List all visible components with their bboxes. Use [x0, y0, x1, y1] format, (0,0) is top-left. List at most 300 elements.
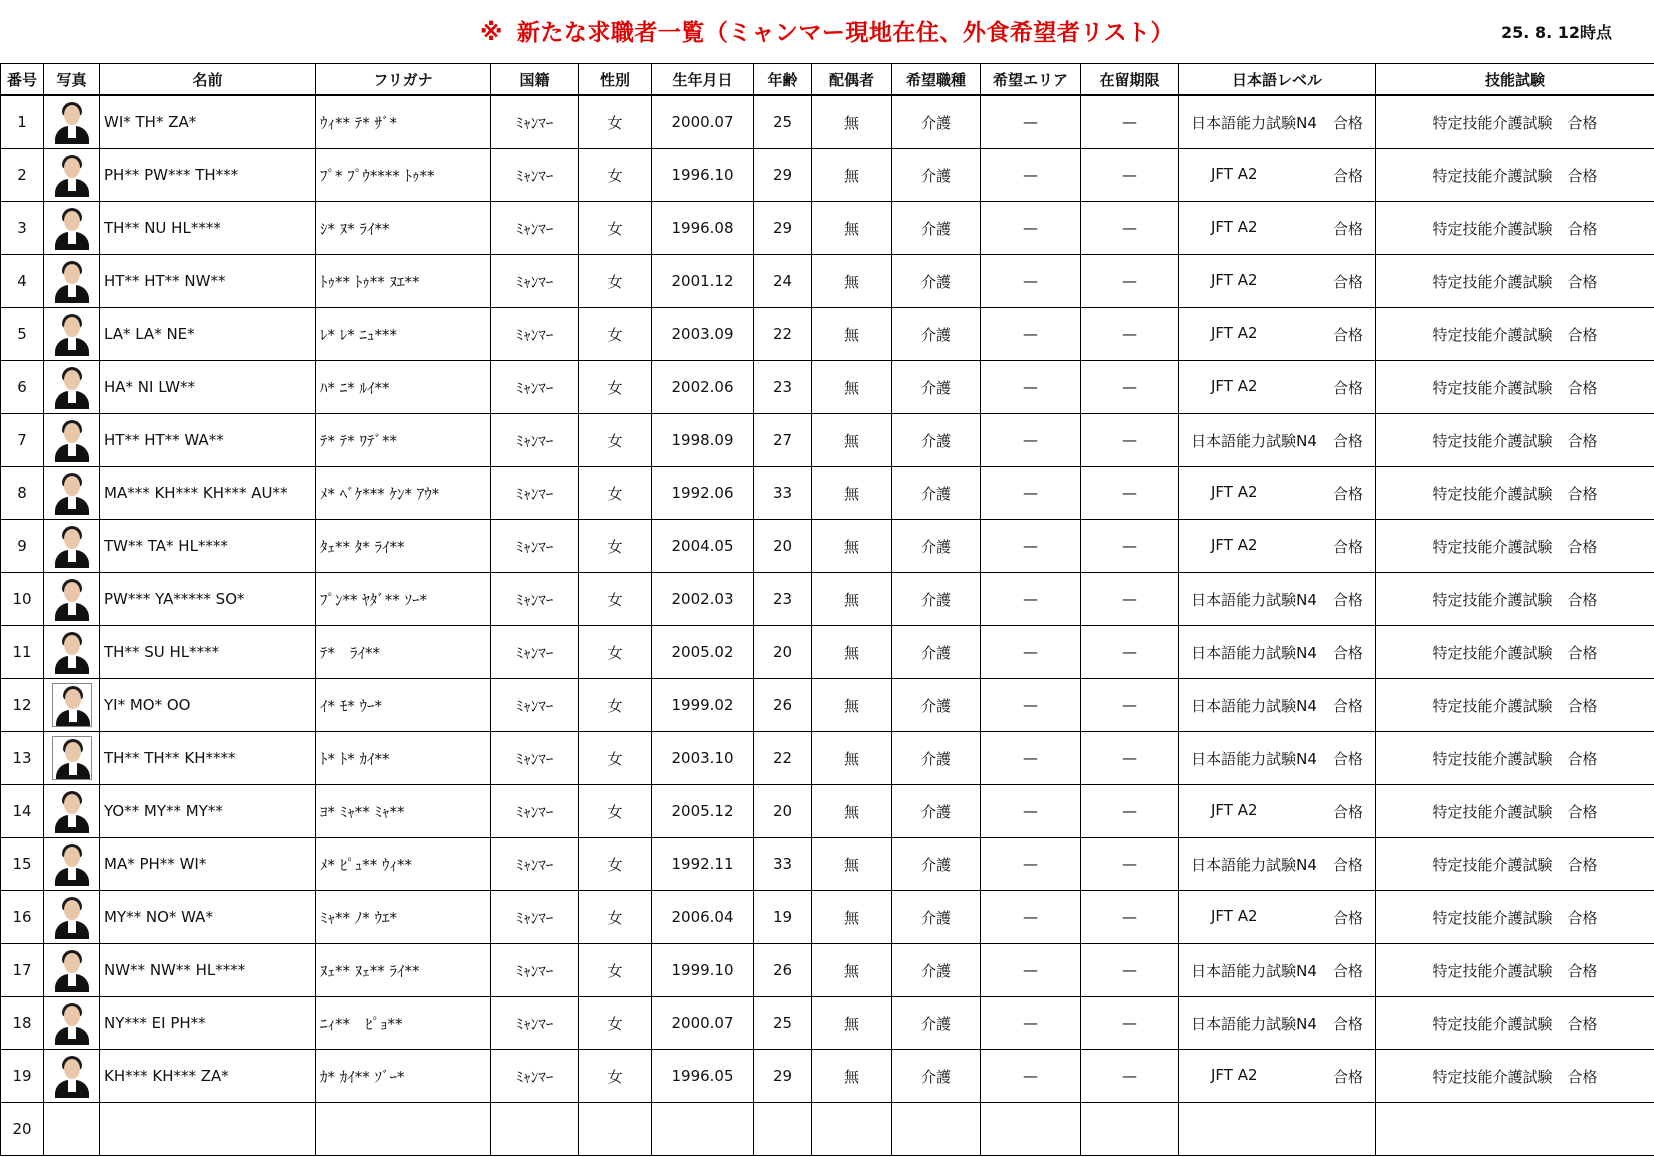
table-row	[1, 202, 1654, 255]
col-number-header: 番号	[1, 64, 44, 96]
table-row	[1, 1050, 1654, 1103]
desired-area-cell: —	[981, 308, 1081, 361]
applicant-name: NY*** EI PH**	[100, 997, 316, 1050]
birthdate-cell: 1992.06	[652, 467, 754, 520]
table-row	[1, 997, 1654, 1050]
age-cell: 25	[754, 997, 812, 1050]
desired-area-cell: —	[981, 732, 1081, 785]
photo-cell	[44, 414, 100, 467]
japanese-test-name: 日本語能力試験N4	[1191, 643, 1317, 662]
spouse-cell: 無	[812, 95, 892, 149]
stay-limit-cell: —	[1081, 308, 1179, 361]
applicant-name: WI* TH* ZA*	[100, 95, 316, 149]
applicant-photo	[52, 895, 92, 939]
desired-job-cell: 介護	[892, 361, 981, 414]
japanese-test-name: 日本語能力試験N4	[1191, 113, 1317, 132]
desired-job-cell: 介護	[892, 732, 981, 785]
applicant-furigana: ﾌﾟﾝ** ﾔﾀﾞ** ｿｰ*	[316, 573, 491, 626]
applicant-photo	[52, 471, 92, 515]
birthdate-cell: 2001.12	[652, 255, 754, 308]
skill-test-cell	[1376, 1103, 1654, 1156]
birthdate-cell: 2006.04	[652, 891, 754, 944]
spouse-cell: 無	[812, 785, 892, 838]
japanese-test-result: 合格	[1332, 272, 1363, 291]
page-title	[0, 14, 1654, 47]
nationality-cell: ﾐｬﾝﾏｰ	[491, 202, 579, 255]
applicant-name: YO** MY** MY**	[100, 785, 316, 838]
skill-test-cell: 特定技能介護試験 合格	[1376, 891, 1654, 944]
japanese-test-result: 合格	[1332, 855, 1363, 874]
skill-test-cell: 特定技能介護試験 合格	[1376, 414, 1654, 467]
applicant-furigana: ﾒ* ﾋﾟｭ** ｳｨ**	[316, 838, 491, 891]
birthdate-cell: 2005.12	[652, 785, 754, 838]
birthdate-cell: 2000.07	[652, 95, 754, 149]
gender-cell: 女	[579, 626, 652, 679]
spouse-cell: 無	[812, 679, 892, 732]
nationality-cell	[491, 1103, 579, 1156]
spouse-cell: 無	[812, 202, 892, 255]
applicant-furigana: ﾀｪ** ﾀ* ﾗｲ**	[316, 520, 491, 573]
photo-cell	[44, 997, 100, 1050]
japanese-test-result: 合格	[1332, 113, 1363, 132]
birthdate-cell: 1996.10	[652, 149, 754, 202]
spouse-cell: 無	[812, 573, 892, 626]
desired-area-cell: —	[981, 1050, 1081, 1103]
nationality-cell: ﾐｬﾝﾏｰ	[491, 891, 579, 944]
header-row	[1, 64, 1654, 96]
applicant-name: PW*** YA***** SO*	[100, 573, 316, 626]
japanese-test-result: 合格	[1332, 484, 1363, 503]
table-row	[1, 785, 1654, 838]
table-row	[1, 149, 1654, 202]
japanese-level-cell	[1179, 467, 1376, 520]
gender-cell: 女	[579, 1050, 652, 1103]
desired-job-cell: 介護	[892, 414, 981, 467]
nationality-cell: ﾐｬﾝﾏｰ	[491, 95, 579, 149]
applicant-name: LA* LA* NE*	[100, 308, 316, 361]
row-number: 7	[1, 414, 44, 467]
skill-test-cell: 特定技能介護試験 合格	[1376, 95, 1654, 149]
nationality-cell: ﾐｬﾝﾏｰ	[491, 785, 579, 838]
gender-cell: 女	[579, 785, 652, 838]
photo-cell	[44, 891, 100, 944]
spouse-cell: 無	[812, 255, 892, 308]
desired-area-cell: —	[981, 944, 1081, 997]
birthdate-cell: 1999.02	[652, 679, 754, 732]
japanese-test-result: 合格	[1332, 749, 1363, 768]
stay-limit-cell: —	[1081, 891, 1179, 944]
japanese-level-cell	[1179, 1103, 1376, 1156]
col-spouse-header: 配偶者	[812, 64, 892, 96]
skill-test-cell: 特定技能介護試験 合格	[1376, 626, 1654, 679]
japanese-level-cell	[1179, 944, 1376, 997]
applicant-photo	[52, 948, 92, 992]
desired-job-cell: 介護	[892, 785, 981, 838]
applicant-furigana: ﾒ* ﾍﾞｹ*** ｹﾝ* ｱｳ*	[316, 467, 491, 520]
desired-area-cell: —	[981, 838, 1081, 891]
japanese-test-result: 合格	[1332, 537, 1363, 556]
japanese-level-cell	[1179, 1050, 1376, 1103]
stay-limit-cell: —	[1081, 414, 1179, 467]
desired-job-cell: 介護	[892, 202, 981, 255]
applicant-name: NW** NW** HL****	[100, 944, 316, 997]
age-cell: 19	[754, 891, 812, 944]
table-row	[1, 891, 1654, 944]
nationality-cell: ﾐｬﾝﾏｰ	[491, 944, 579, 997]
nationality-cell: ﾐｬﾝﾏｰ	[491, 255, 579, 308]
japanese-test-name: JFT A2	[1211, 906, 1258, 925]
japanese-level-cell	[1179, 95, 1376, 149]
applicant-name: HT** HT** WA**	[100, 414, 316, 467]
stay-limit-cell: —	[1081, 573, 1179, 626]
applicant-furigana: ﾃ* ﾃ* ﾜﾃﾞ**	[316, 414, 491, 467]
birthdate-cell	[652, 1103, 754, 1156]
birthdate-cell: 1998.09	[652, 414, 754, 467]
applicant-name: MY** NO* WA*	[100, 891, 316, 944]
gender-cell: 女	[579, 679, 652, 732]
japanese-test-result: 合格	[1332, 590, 1363, 609]
photo-cell	[44, 361, 100, 414]
nationality-cell: ﾐｬﾝﾏｰ	[491, 1050, 579, 1103]
japanese-level-cell	[1179, 838, 1376, 891]
age-cell: 26	[754, 679, 812, 732]
japanese-test-name: 日本語能力試験N4	[1191, 696, 1317, 715]
desired-area-cell: —	[981, 467, 1081, 520]
skill-test-cell: 特定技能介護試験 合格	[1376, 308, 1654, 361]
spouse-cell: 無	[812, 520, 892, 573]
photo-cell	[44, 520, 100, 573]
spouse-cell: 無	[812, 414, 892, 467]
photo-cell	[44, 838, 100, 891]
table-row	[1, 308, 1654, 361]
row-number: 12	[1, 679, 44, 732]
applicant-photo	[52, 683, 92, 727]
table-body	[1, 95, 1654, 1156]
spouse-cell: 無	[812, 891, 892, 944]
age-cell: 27	[754, 414, 812, 467]
applicant-photo	[52, 153, 92, 197]
japanese-level-cell	[1179, 997, 1376, 1050]
desired-job-cell: 介護	[892, 626, 981, 679]
gender-cell: 女	[579, 467, 652, 520]
age-cell: 29	[754, 202, 812, 255]
stay-limit-cell: —	[1081, 838, 1179, 891]
spouse-cell: 無	[812, 1050, 892, 1103]
photo-cell	[44, 308, 100, 361]
desired-job-cell: 介護	[892, 308, 981, 361]
applicant-name: TH** SU HL****	[100, 626, 316, 679]
nationality-cell: ﾐｬﾝﾏｰ	[491, 732, 579, 785]
applicant-photo	[52, 736, 92, 780]
applicant-name: MA* PH** WI*	[100, 838, 316, 891]
japanese-level-cell	[1179, 891, 1376, 944]
desired-job-cell: 介護	[892, 255, 981, 308]
spouse-cell: 無	[812, 997, 892, 1050]
birthdate-cell: 2003.09	[652, 308, 754, 361]
applicant-name: KH*** KH*** ZA*	[100, 1050, 316, 1103]
table-row	[1, 414, 1654, 467]
photo-cell	[44, 573, 100, 626]
desired-area-cell: —	[981, 573, 1081, 626]
japanese-level-cell	[1179, 679, 1376, 732]
nationality-cell: ﾐｬﾝﾏｰ	[491, 149, 579, 202]
applicant-photo	[52, 259, 92, 303]
col-desired-area-header: 希望エリア	[981, 64, 1081, 96]
row-number: 14	[1, 785, 44, 838]
gender-cell: 女	[579, 414, 652, 467]
title-text: 新たな求職者一覧（ミャンマー現地在住、外食希望者リスト）	[516, 20, 1174, 46]
skill-test-cell: 特定技能介護試験 合格	[1376, 361, 1654, 414]
age-cell: 26	[754, 944, 812, 997]
gender-cell: 女	[579, 997, 652, 1050]
nationality-cell: ﾐｬﾝﾏｰ	[491, 308, 579, 361]
age-cell: 29	[754, 149, 812, 202]
row-number: 2	[1, 149, 44, 202]
skill-test-cell: 特定技能介護試験 合格	[1376, 1050, 1654, 1103]
age-cell: 33	[754, 467, 812, 520]
applicant-name: HA* NI LW**	[100, 361, 316, 414]
desired-job-cell: 介護	[892, 891, 981, 944]
table-row	[1, 732, 1654, 785]
japanese-test-result: 合格	[1332, 643, 1363, 662]
photo-cell	[44, 1103, 100, 1156]
nationality-cell: ﾐｬﾝﾏｰ	[491, 626, 579, 679]
skill-test-cell: 特定技能介護試験 合格	[1376, 838, 1654, 891]
stay-limit-cell: —	[1081, 467, 1179, 520]
japanese-test-name: JFT A2	[1211, 800, 1258, 819]
spouse-cell: 無	[812, 361, 892, 414]
japanese-test-result: 合格	[1332, 166, 1363, 185]
col-name-header: 名前	[100, 64, 316, 96]
desired-area-cell: —	[981, 149, 1081, 202]
photo-cell	[44, 944, 100, 997]
gender-cell: 女	[579, 255, 652, 308]
col-photo-header: 写真	[44, 64, 100, 96]
japanese-test-name: JFT A2	[1211, 323, 1258, 342]
age-cell: 20	[754, 785, 812, 838]
skill-test-cell: 特定技能介護試験 合格	[1376, 202, 1654, 255]
age-cell: 23	[754, 573, 812, 626]
japanese-test-name: JFT A2	[1211, 376, 1258, 395]
nationality-cell: ﾐｬﾝﾏｰ	[491, 414, 579, 467]
row-number: 15	[1, 838, 44, 891]
applicant-furigana: ﾌﾟ* ﾌﾟｳ**** ﾄｩ**	[316, 149, 491, 202]
japanese-test-name: 日本語能力試験N4	[1191, 855, 1317, 874]
desired-job-cell: 介護	[892, 679, 981, 732]
japanese-test-result: 合格	[1332, 696, 1363, 715]
col-age-header: 年齢	[754, 64, 812, 96]
stay-limit-cell: —	[1081, 997, 1179, 1050]
applicant-furigana: ｳｨ** ﾃ* ｻﾞ*	[316, 95, 491, 149]
applicant-name: HT** HT** NW**	[100, 255, 316, 308]
stay-limit-cell: —	[1081, 520, 1179, 573]
photo-cell	[44, 679, 100, 732]
table-row	[1, 95, 1654, 149]
nationality-cell: ﾐｬﾝﾏｰ	[491, 679, 579, 732]
nationality-cell: ﾐｬﾝﾏｰ	[491, 467, 579, 520]
applicant-furigana: ﾇｪ** ﾇｪ** ﾗｲ**	[316, 944, 491, 997]
gender-cell: 女	[579, 95, 652, 149]
row-number: 9	[1, 520, 44, 573]
gender-cell: 女	[579, 520, 652, 573]
desired-area-cell: —	[981, 891, 1081, 944]
skill-test-cell: 特定技能介護試験 合格	[1376, 997, 1654, 1050]
col-birthdate-header: 生年月日	[652, 64, 754, 96]
photo-cell	[44, 202, 100, 255]
age-cell	[754, 1103, 812, 1156]
table-row	[1, 255, 1654, 308]
photo-cell	[44, 785, 100, 838]
japanese-test-name: JFT A2	[1211, 270, 1258, 289]
applicant-furigana: ﾄｩ** ﾄｩ** ﾇｴ**	[316, 255, 491, 308]
japanese-test-result: 合格	[1332, 431, 1363, 450]
stay-limit-cell: —	[1081, 149, 1179, 202]
birthdate-cell: 2003.10	[652, 732, 754, 785]
japanese-level-cell	[1179, 149, 1376, 202]
gender-cell: 女	[579, 149, 652, 202]
stay-limit-cell: —	[1081, 202, 1179, 255]
birthdate-cell: 1996.05	[652, 1050, 754, 1103]
applicant-furigana	[316, 1103, 491, 1156]
spouse-cell: 無	[812, 732, 892, 785]
applicant-furigana: ﾊ* ﾆ* ﾙｲ**	[316, 361, 491, 414]
japanese-level-cell	[1179, 626, 1376, 679]
spouse-cell: 無	[812, 308, 892, 361]
desired-job-cell: 介護	[892, 1050, 981, 1103]
col-furigana-header: フリガナ	[316, 64, 491, 96]
gender-cell	[579, 1103, 652, 1156]
japanese-level-cell	[1179, 361, 1376, 414]
applicant-name: TH** TH** KH****	[100, 732, 316, 785]
stay-limit-cell: —	[1081, 95, 1179, 149]
japanese-test-result: 合格	[1332, 802, 1363, 821]
japanese-test-result: 合格	[1332, 961, 1363, 980]
applicant-name: PH** PW*** TH***	[100, 149, 316, 202]
japanese-test-name: 日本語能力試験N4	[1191, 590, 1317, 609]
age-cell: 20	[754, 520, 812, 573]
desired-job-cell: 介護	[892, 467, 981, 520]
row-number: 8	[1, 467, 44, 520]
desired-area-cell: —	[981, 414, 1081, 467]
applicant-photo	[52, 1054, 92, 1098]
age-cell: 22	[754, 308, 812, 361]
japanese-test-result: 合格	[1332, 378, 1363, 397]
applicant-photo	[52, 100, 92, 144]
birthdate-cell: 1992.11	[652, 838, 754, 891]
japanese-level-cell	[1179, 520, 1376, 573]
japanese-test-result: 合格	[1332, 1067, 1363, 1086]
row-number: 10	[1, 573, 44, 626]
row-number: 3	[1, 202, 44, 255]
stay-limit-cell: —	[1081, 679, 1179, 732]
japanese-test-name: 日本語能力試験N4	[1191, 431, 1317, 450]
japanese-test-name: 日本語能力試験N4	[1191, 749, 1317, 768]
desired-area-cell	[981, 1103, 1081, 1156]
skill-test-cell: 特定技能介護試験 合格	[1376, 255, 1654, 308]
japanese-test-result: 合格	[1332, 1014, 1363, 1033]
table-row	[1, 626, 1654, 679]
stay-limit-cell: —	[1081, 785, 1179, 838]
row-number: 13	[1, 732, 44, 785]
applicant-name: TW** TA* HL****	[100, 520, 316, 573]
birthdate-cell: 2000.07	[652, 997, 754, 1050]
applicant-photo	[52, 1001, 92, 1045]
photo-cell	[44, 1050, 100, 1103]
desired-area-cell: —	[981, 95, 1081, 149]
desired-area-cell: —	[981, 361, 1081, 414]
spouse-cell: 無	[812, 467, 892, 520]
desired-job-cell: 介護	[892, 997, 981, 1050]
spouse-cell: 無	[812, 838, 892, 891]
row-number: 18	[1, 997, 44, 1050]
age-cell: 29	[754, 1050, 812, 1103]
row-number: 6	[1, 361, 44, 414]
applicant-photo	[52, 418, 92, 462]
japanese-level-cell	[1179, 202, 1376, 255]
japanese-test-name: 日本語能力試験N4	[1191, 1014, 1317, 1033]
photo-cell	[44, 149, 100, 202]
photo-cell	[44, 467, 100, 520]
desired-area-cell: —	[981, 626, 1081, 679]
row-number: 1	[1, 95, 44, 149]
desired-job-cell: 介護	[892, 149, 981, 202]
japanese-test-result: 合格	[1332, 219, 1363, 238]
as-of-date: 25. 8. 12時点	[1501, 23, 1612, 42]
row-number: 17	[1, 944, 44, 997]
table-row	[1, 361, 1654, 414]
table-row	[1, 520, 1654, 573]
desired-area-cell: —	[981, 997, 1081, 1050]
col-skill-test-header: 技能試験	[1376, 64, 1654, 96]
table-row	[1, 573, 1654, 626]
table-row	[1, 679, 1654, 732]
applicant-photo	[52, 206, 92, 250]
age-cell: 24	[754, 255, 812, 308]
desired-job-cell	[892, 1103, 981, 1156]
col-japanese-level-header: 日本語レベル	[1179, 64, 1376, 96]
desired-area-cell: —	[981, 520, 1081, 573]
applicant-name: YI* MO* OO	[100, 679, 316, 732]
skill-test-cell: 特定技能介護試験 合格	[1376, 467, 1654, 520]
col-nationality-header: 国籍	[491, 64, 579, 96]
applicant-photo	[52, 789, 92, 833]
japanese-level-cell	[1179, 573, 1376, 626]
spouse-cell: 無	[812, 626, 892, 679]
nationality-cell: ﾐｬﾝﾏｰ	[491, 997, 579, 1050]
japanese-test-result: 合格	[1332, 325, 1363, 344]
applicant-furigana: ｲ* ﾓ* ｳｰ*	[316, 679, 491, 732]
japanese-level-cell	[1179, 785, 1376, 838]
table-row	[1, 1103, 1654, 1156]
col-gender-header: 性別	[579, 64, 652, 96]
row-number: 19	[1, 1050, 44, 1103]
row-number: 4	[1, 255, 44, 308]
applicant-furigana: ﾚ* ﾚ* ﾆｭ***	[316, 308, 491, 361]
table-row	[1, 944, 1654, 997]
table-row	[1, 838, 1654, 891]
row-number: 20	[1, 1103, 44, 1156]
applicant-furigana: ﾖ* ﾐｬ** ﾐｬ**	[316, 785, 491, 838]
applicant-photo	[52, 312, 92, 356]
birthdate-cell: 2002.03	[652, 573, 754, 626]
japanese-test-name: JFT A2	[1211, 535, 1258, 554]
applicant-photo	[52, 842, 92, 886]
spouse-cell: 無	[812, 944, 892, 997]
gender-cell: 女	[579, 573, 652, 626]
col-stay-limit-header: 在留期限	[1081, 64, 1179, 96]
japanese-test-name: 日本語能力試験N4	[1191, 961, 1317, 980]
desired-job-cell: 介護	[892, 838, 981, 891]
